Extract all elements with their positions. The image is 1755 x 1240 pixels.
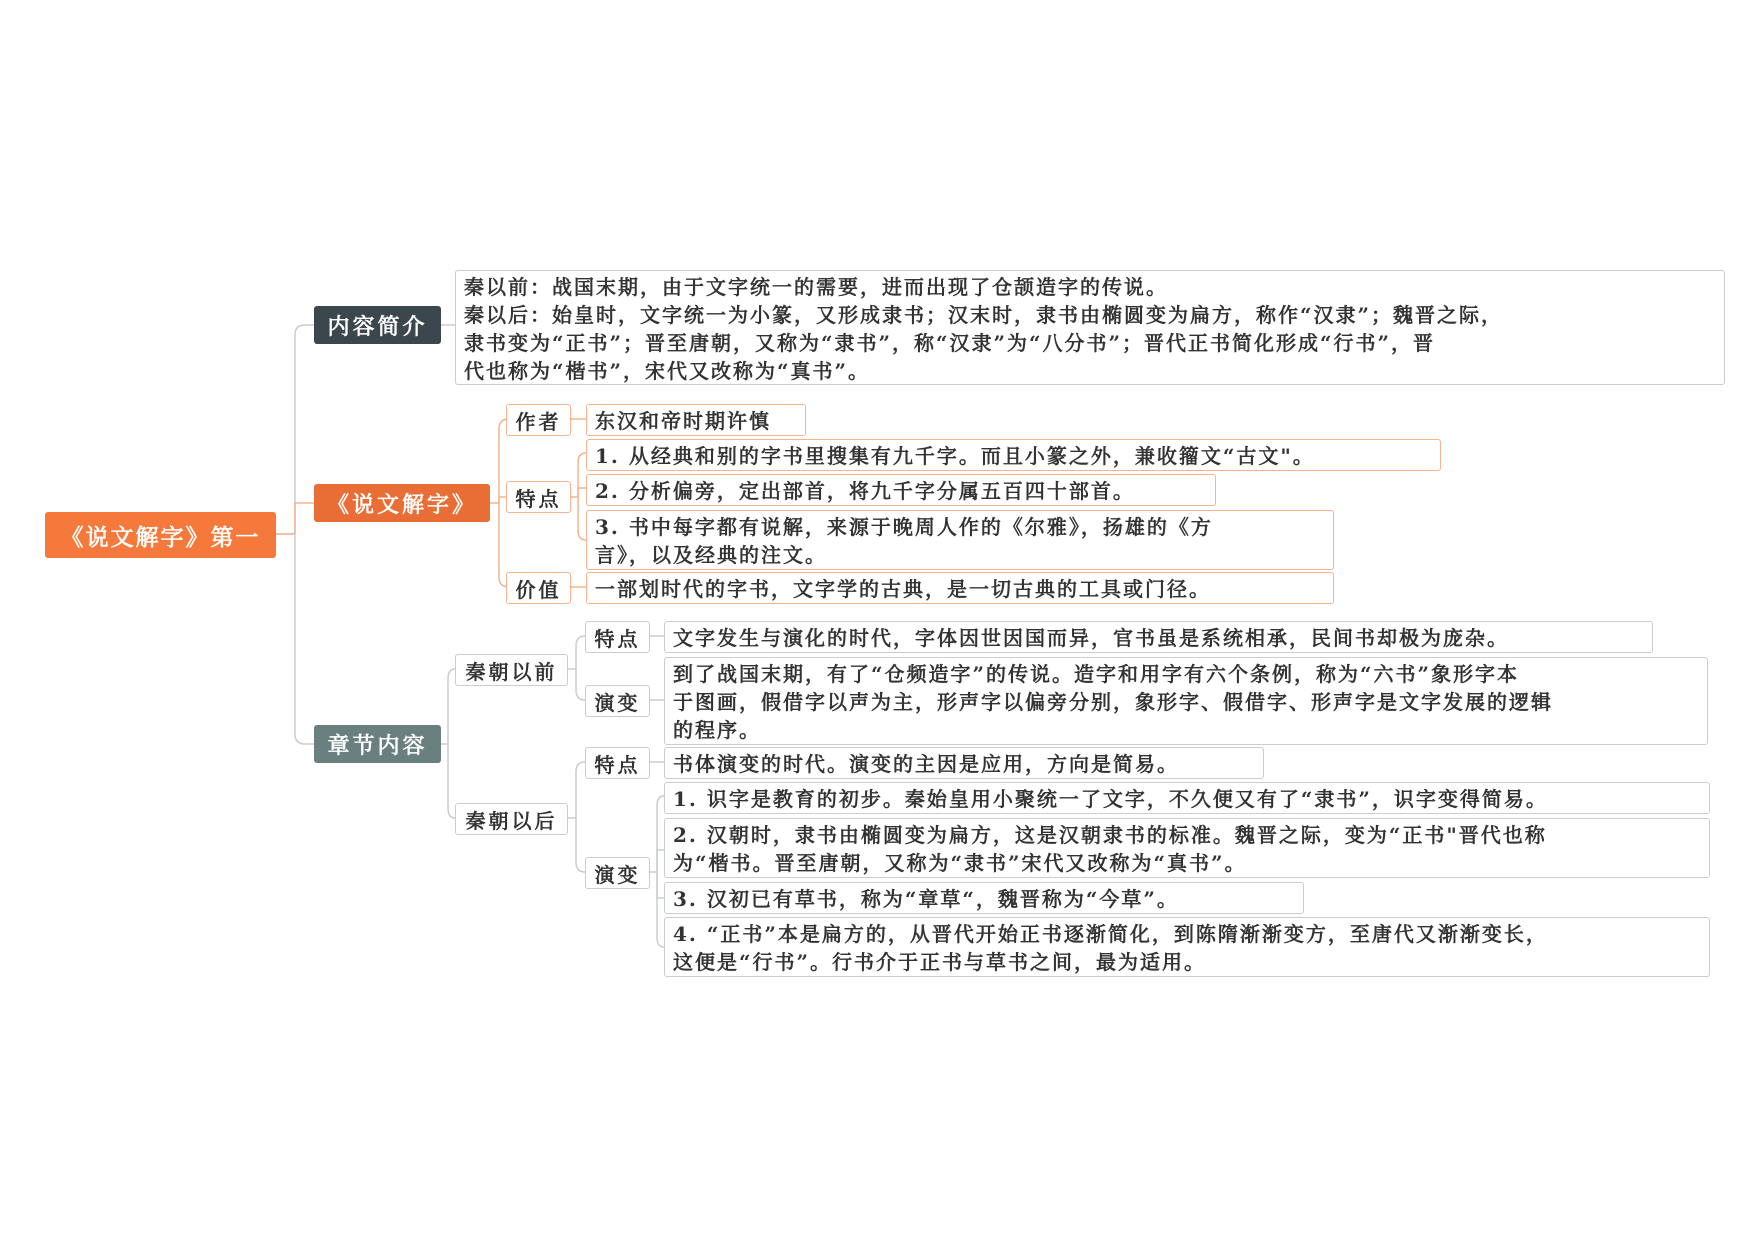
intro-line-4: 代也称为“楷书”，宋代又改称为“真书”。 (464, 359, 871, 383)
after-evolution-3-text: 3. 汉初已有草书，称为“章草“，魏晋称为“今草”。 (673, 887, 1179, 911)
after-evolution-4-line-2: 这便是“行书”。行书介于正书与草书之间，最为适用。 (673, 950, 1207, 974)
after-qin-evolution-4[interactable] (664, 917, 1710, 977)
before-feature-text: 文字发生与演化的时代，字体因世因国而异，官书虽是系统相承，民间书却极为庞杂。 (673, 626, 1509, 650)
book-feature-1[interactable] (586, 439, 1441, 471)
before-evolution-line-2: 于图画，假借字以声为主，形声字以偏旁分别，象形字、假借字、形声字是文字发展的逻辑 (673, 690, 1553, 714)
book-author-text[interactable] (586, 404, 806, 436)
after-evolution-4-line-1: 4. “正书”本是扁方的，从晋代开始正书逐渐简化，到陈隋渐渐变方，至唐代又渐渐变长， (673, 922, 1548, 946)
after-qin-evolution-3[interactable] (664, 882, 1304, 914)
book-value-text[interactable] (586, 572, 1334, 604)
intro-summary[interactable] (455, 270, 1725, 385)
after-qin-evolution-label[interactable]: 演变 (585, 857, 650, 889)
before-evolution-line-3: 的程序。 (673, 718, 761, 742)
branch-chapter[interactable]: 章节内容 (314, 725, 441, 763)
after-qin-feature-label[interactable]: 特点 (585, 747, 650, 779)
before-evolution-line-1: 到了战国末期，有了“仓频造字”的传说。造字和用字有六个条例，称为“六书”象形字本 (673, 662, 1520, 686)
book-author-label[interactable]: 作者 (506, 404, 571, 436)
after-qin-evolution-1[interactable] (664, 782, 1710, 814)
author-text: 东汉和帝时期许慎 (595, 409, 771, 433)
after-evolution-1-text: 1. 识字是教育的初步。秦始皇用小聚统一了文字，不久便又有了“隶书”，识字变得简易。 (673, 787, 1548, 811)
intro-line-2: 秦以后：始皇时，文字统一为小篆，又形成隶书；汉末时，隶书由椭圆变为扁方，称作“汉隶”；魏晋之际， (464, 303, 1504, 327)
value-text: 一部划时代的字书，文字学的古典，是一切古典的工具或门径。 (595, 577, 1211, 601)
branch-book[interactable]: 《说文解字》 (314, 484, 490, 522)
before-qin-feature-label[interactable]: 特点 (585, 621, 650, 653)
after-evolution-2-line-1: 2. 汉朝时，隶书由椭圆变为扁方，这是汉朝隶书的标准。魏晋之际，变为“正书"晋代也称 (673, 823, 1547, 847)
before-qin-feature-text[interactable] (664, 621, 1653, 653)
book-feature-3[interactable] (586, 510, 1334, 570)
before-qin-evolution-text[interactable] (664, 657, 1708, 745)
feature-1-text: 1. 从经典和别的字书里搜集有九千字。而且小篆之外，兼收籀文“古文"。 (595, 444, 1315, 468)
root-topic[interactable]: 《说文解字》第一 (45, 512, 276, 558)
before-qin-label[interactable]: 秦朝以前 (455, 654, 568, 686)
after-qin-evolution-2[interactable] (664, 818, 1710, 878)
intro-line-1: 秦以前：战国末期，由于文字统一的需要，进而出现了仓颉造字的传说。 (464, 275, 1168, 299)
feature-3-line-1: 3. 书中每字都有说解，来源于晚周人作的《尔雅》，扬雄的《方 (595, 515, 1213, 539)
after-qin-feature-text[interactable] (664, 747, 1264, 779)
intro-line-3: 隶书变为“正书”；晋至唐朝，又称为“隶书”，称“汉隶”为“八分书”；晋代正书简化形成“行书”，晋 (464, 331, 1436, 355)
feature-2-text: 2. 分析偏旁，定出部首，将九千字分属五百四十部首。 (595, 479, 1135, 503)
book-features-label[interactable]: 特点 (506, 481, 571, 513)
branch-intro[interactable]: 内容简介 (314, 306, 441, 344)
book-value-label[interactable]: 价值 (506, 572, 571, 604)
after-evolution-2-line-2: 为“楷书。晋至唐朝，又称为“隶书”宋代又改称为“真书”。 (673, 851, 1247, 875)
feature-3-line-2: 言》，以及经典的注文。 (595, 543, 827, 567)
after-qin-label[interactable]: 秦朝以后 (455, 803, 568, 835)
book-feature-2[interactable] (586, 474, 1216, 506)
before-qin-evolution-label[interactable]: 演变 (585, 685, 650, 717)
after-feature-text: 书体演变的时代。演变的主因是应用，方向是简易。 (673, 752, 1179, 776)
